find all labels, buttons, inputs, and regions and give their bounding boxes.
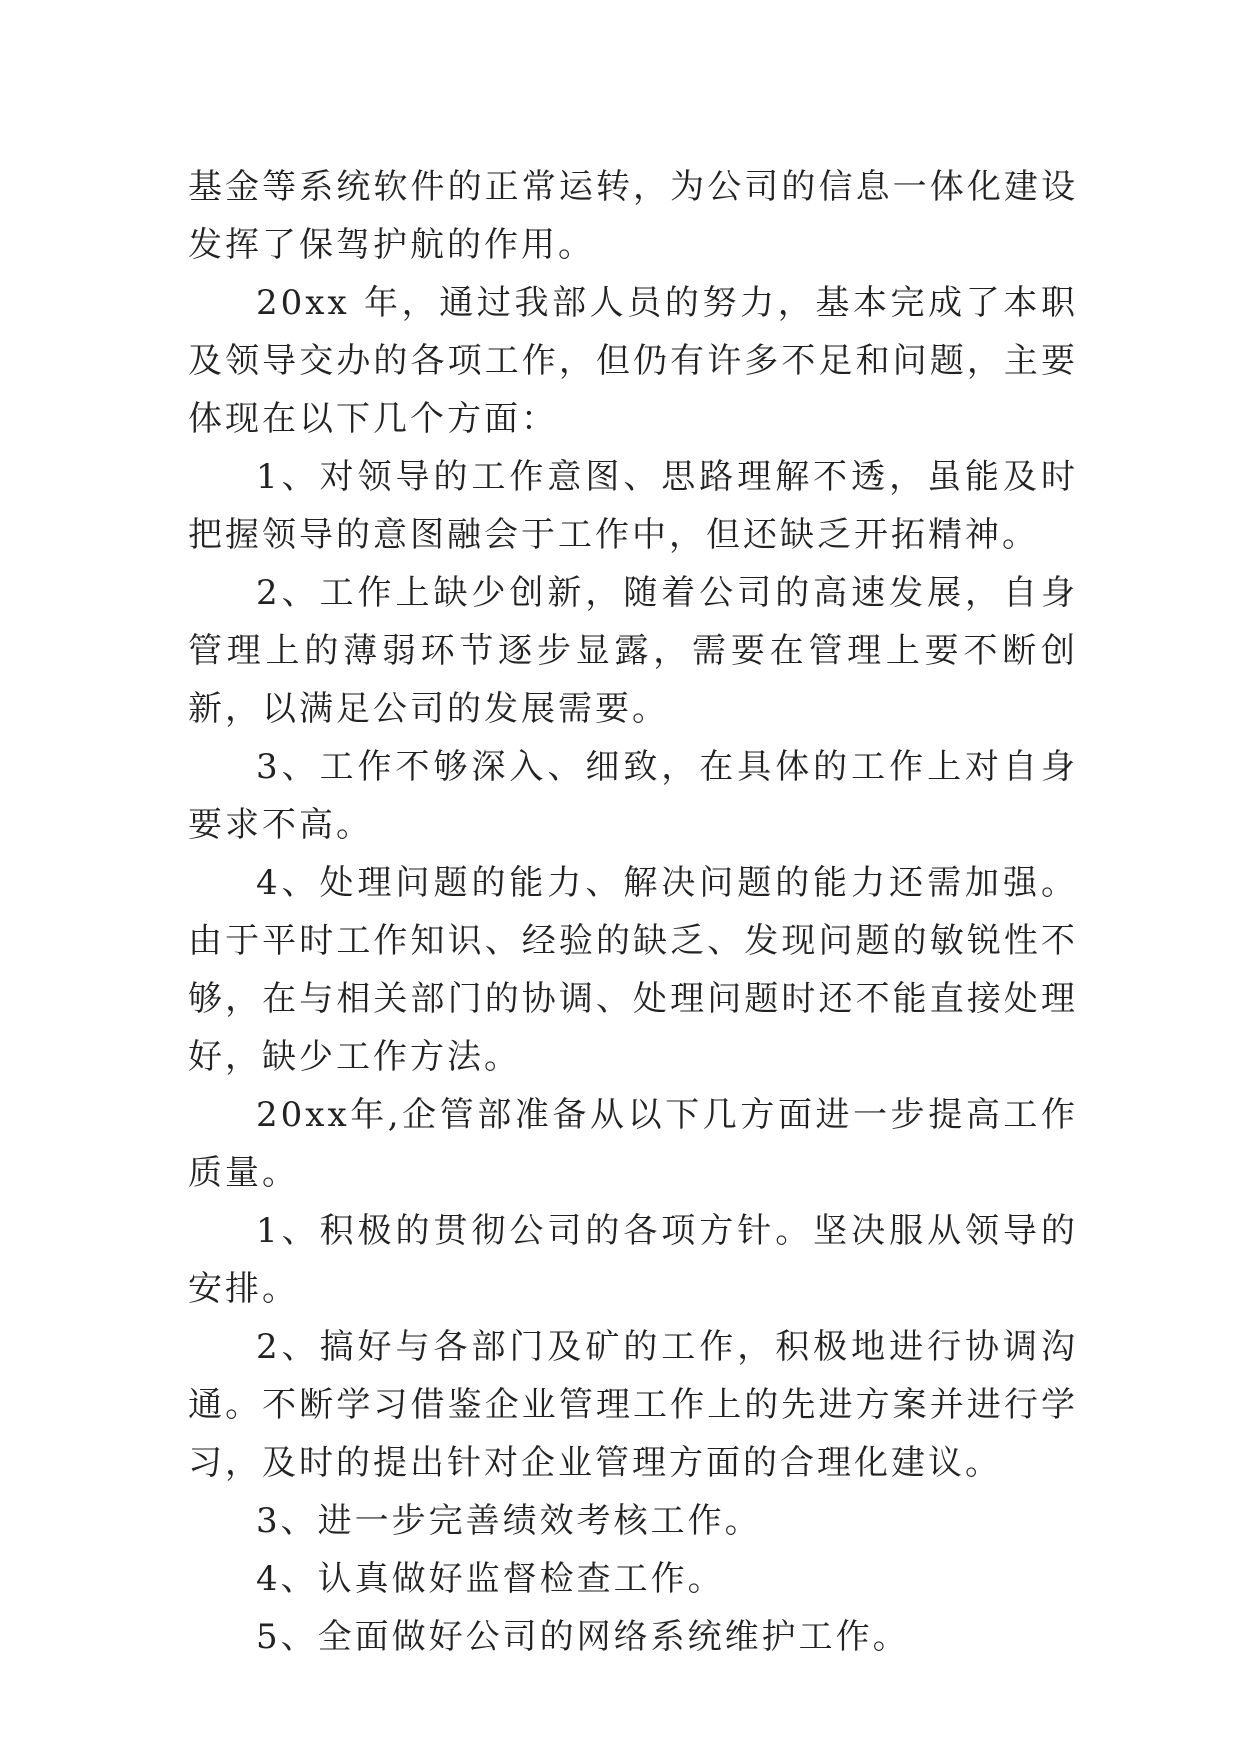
paragraph-7: 20xx年,企管部准备从以下几方面进一步提高工作质量。 (188, 1095, 1078, 1193)
paragraph-3: 1、对领导的工作意图、思路理解不透，虽能及时把握领导的意图融会于工作中，但还缺乏开拓精神。 (188, 457, 1078, 555)
paragraph-4: 2、工作上缺少创新，随着公司的高速发展，自身管理上的薄弱环节逐步显露，需要在管理上要不断创新，以满足公司的发展需要。 (188, 573, 1078, 729)
paragraph-1: 基金等系统软件的正常运转，为公司的信息一体化建设发挥了保驾护航的作用。 (188, 167, 1078, 265)
paragraph-6: 4、处理问题的能力、解决问题的能力还需加强。由于平时工作知识、经验的缺乏、发现问题的敏锐性不够，在与相关部门的协调、处理问题时还不能直接处理好，缺少工作方法。 (188, 863, 1078, 1077)
paragraph-9: 2、搞好与各部门及矿的工作，积极地进行协调沟通。不断学习借鉴企业管理工作上的先进方案并进行学习，及时的提出针对企业管理方面的合理化建议。 (188, 1327, 1078, 1483)
paragraph-10: 3、进一步完善绩效考核工作。 (256, 1501, 762, 1541)
paragraph-12: 5、全面做好公司的网络系统维护工作。 (256, 1617, 910, 1657)
paragraph-11: 4、认真做好监督检查工作。 (256, 1559, 725, 1599)
paragraph-2: 20xx 年，通过我部人员的努力，基本完成了本职及领导交办的各项工作，但仍有许多不足和问题，主要体现在以下几个方面： (188, 283, 1078, 439)
paragraph-5: 3、工作不够深入、细致，在具体的工作上对自身要求不高。 (188, 747, 1078, 845)
paragraph-8: 1、积极的贯彻公司的各项方针。坚决服从领导的安排。 (188, 1211, 1078, 1309)
document-body (188, 158, 1078, 1666)
